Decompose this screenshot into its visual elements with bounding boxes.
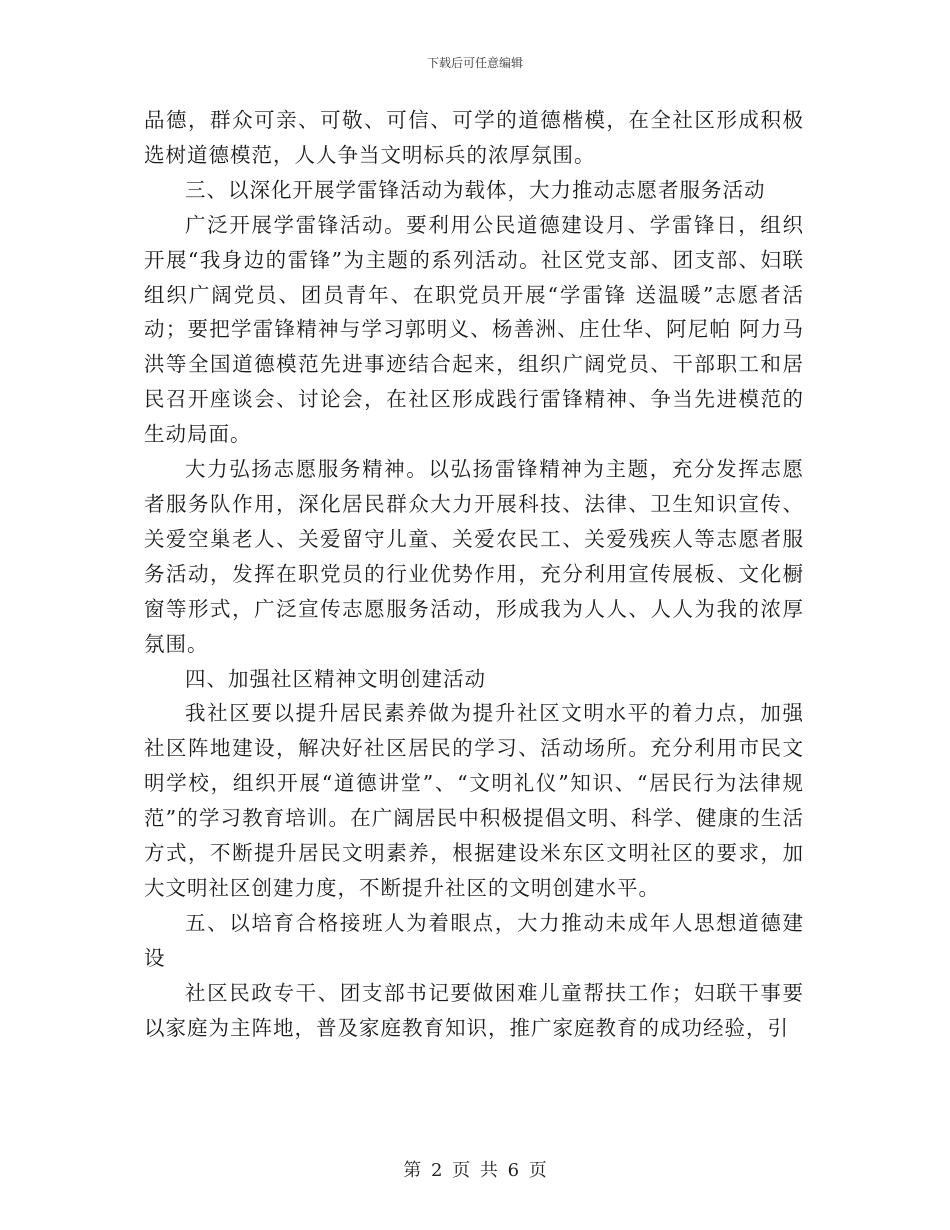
document-body [144, 103, 804, 1045]
paragraph: 我社区要以提升居民素养做为提升社区文明水平的着力点，加强社区阵地建设，解决好社区居民的学习、活动场所。充分利用市民文明学校，组织开展“道德讲堂”、“文明礼仪”知识、“居民行为法律规范”的学习教育培训。在广阔居民中积极提倡文明、科学、健康的生活方式，不断提升居民文明素养，根据建设米东区文明社区的要求，加大文明社区创建力度，不断提升社区的文明创建水平。 [144, 701, 804, 900]
page-number-footer: 第 2 页 共 6 页 [403, 1160, 547, 1181]
section-heading: 三、以深化开展学雷锋活动为载体，大力推动志愿者服务活动 [185, 177, 766, 202]
paragraph: 大力弘扬志愿服务精神。以弘扬雷锋精神为主题，充分发挥志愿者服务队作用，深化居民群众大力开展科技、法律、卫生知识宣传、关爱空巢老人、关爱留守儿童、关爱农民工、关爱残疾人等志愿者服务活动，发挥在职党员的行业优势作用，充分利用宣传展板、文化橱窗等形式，广泛宣传志愿服务活动，形成我为人人、人人为我的浓厚氛围。 [144, 457, 804, 656]
page-header: 下载后可任意编辑 [426, 56, 523, 70]
paragraph: 社区民政专干、团支部书记要做困难儿童帮扶工作；妇联干事要以家庭为主阵地，普及家庭教育知识，推广家庭教育的成功经验，引 [144, 980, 804, 1040]
paragraph: 品德，群众可亲、可敬、可信、可学的道德楷模，在全社区形成积极选树道德模范，人人争当文明标兵的浓厚氛围。 [144, 108, 804, 167]
paragraph: 广泛开展学雷锋活动。要利用公民道德建设月、学雷锋日，组织开展“我身边的雷锋”为主题的系列活动。社区党支部、团支部、妇联组织广阔党员、团员青年、在职党员开展“学雷锋 送温暖”志愿者活动；要把学雷锋精神与学习郭明义、杨善洲、庄仕华、阿尼帕 阿力马洪等全国道德模范先进事迹结合起来，组织广阔党员、干部职工和居民召开座谈会、讨论会，在社区形成践行雷锋精神、争当先进模范的生动局面。 [144, 212, 804, 447]
section-heading: 四、加强社区精神文明创建活动 [185, 666, 486, 691]
section-heading: 五、以培育合格接班人为着眼点，大力推动未成年人思想道德建设 [144, 910, 804, 970]
